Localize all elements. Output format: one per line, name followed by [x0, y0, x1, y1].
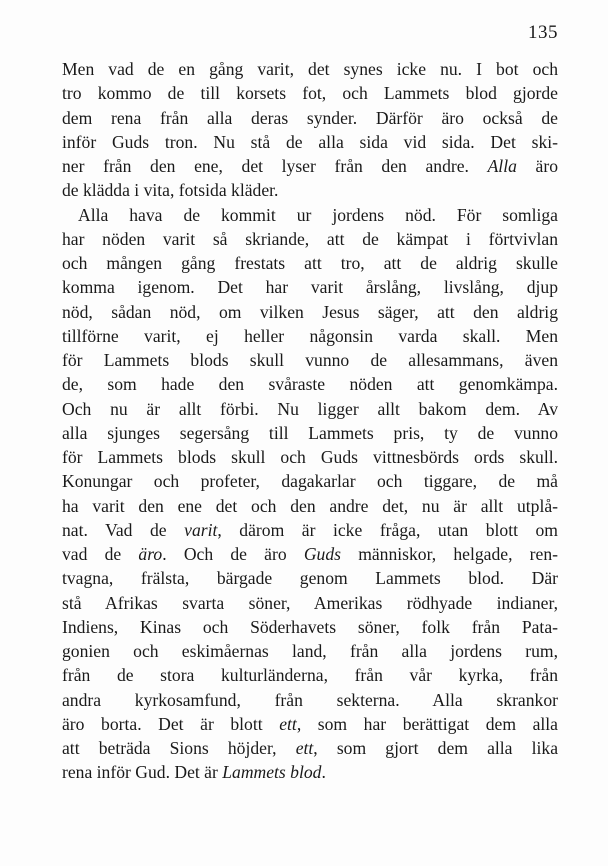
- italic-text: Alla: [487, 156, 517, 176]
- text-run: från de stora kulturländerna, från vår kyrka, från: [62, 665, 558, 686]
- italic-text: ett: [279, 713, 297, 734]
- text-line: [62, 227, 558, 251]
- text-line: [62, 57, 558, 81]
- text-run: . Och de äro: [162, 544, 304, 564]
- text-line: [62, 130, 558, 154]
- text-line: [62, 275, 558, 299]
- text-line: [62, 518, 558, 542]
- text-run: för Lammets blods skull vunno de allesammans, även: [62, 350, 558, 370]
- text-line: [62, 469, 558, 493]
- text-line: [62, 639, 558, 663]
- text-run: Indiens, Kinas och Söderhavets söner, folk från Pata-: [62, 616, 558, 637]
- text-run: tillförne varit, ej heller någonsin varda skall. Men: [62, 325, 558, 346]
- paragraph: [62, 203, 558, 785]
- text-line: [62, 372, 558, 396]
- text-run: gonien och eskimåernas land, från alla jordens rum,: [62, 641, 558, 661]
- italic-text: ett: [295, 738, 314, 758]
- text-line: [62, 300, 558, 324]
- text-line: [62, 591, 558, 615]
- text-line: [62, 251, 558, 275]
- text-run: människor, helgade, ren-: [340, 544, 558, 564]
- text-line: [62, 566, 558, 590]
- text-run: , därom är icke fråga, utan blott om: [217, 519, 558, 540]
- text-line: [62, 712, 558, 736]
- text-run: nöd, sådan nöd, om vilken Jesus säger, att den aldrig: [62, 301, 558, 322]
- text-line: [62, 688, 558, 712]
- text-run: nat. Vad de: [62, 519, 185, 540]
- text-run: äro: [516, 156, 558, 176]
- text-run: .: [321, 762, 326, 783]
- text-run: vad de: [62, 544, 139, 564]
- paragraph: [62, 57, 558, 203]
- text-line: [62, 542, 558, 566]
- text-line: [62, 494, 558, 518]
- text-run: äro borta. Det är blott: [62, 713, 280, 734]
- text-line: [62, 615, 558, 639]
- text-run: de klädda i vita, fotsida kläder.: [62, 180, 279, 201]
- italic-text: Lammets blod: [222, 762, 322, 783]
- text-run: inför Guds tron. Nu stå de alla sida vid sida. Det ski-: [62, 131, 558, 152]
- text-run: tvagna, frälsta, bärgade genom Lammets blod. Där: [62, 568, 558, 589]
- text-run: och mången gång frestats att tro, att de aldrig skulle: [62, 253, 558, 273]
- italic-text: äro: [138, 544, 163, 564]
- text-run: tro kommo de till korsets fot, och Lammets blod gjorde: [62, 83, 558, 104]
- text-run: Konungar och profeter, dagakarlar och tiggare, de må: [62, 471, 558, 492]
- italic-text: varit: [184, 519, 218, 540]
- text-run: ha varit den ene det och den andre det, nu är allt utplå-: [62, 495, 558, 516]
- text-line: [62, 348, 558, 372]
- text-run: att beträda Sions höjder,: [62, 738, 296, 758]
- text-run: Och nu är allt förbi. Nu ligger allt bakom dem. Av: [62, 398, 558, 419]
- text-line: [62, 178, 558, 202]
- text-run: rena inför Gud. Det är: [62, 762, 223, 783]
- text-run: , som gjort dem alla lika: [313, 738, 558, 758]
- text-run: ner från den ene, det lyser från den andre.: [62, 156, 488, 176]
- page-number: 135: [528, 22, 558, 43]
- text-line: [62, 736, 558, 760]
- text-run: , som har berättigat dem alla: [296, 713, 558, 734]
- text-line: [62, 397, 558, 421]
- text-line: [62, 445, 558, 469]
- text-line: [62, 324, 558, 348]
- text-run: stå Afrikas svarta söner, Amerikas rödhyade indianer,: [62, 592, 558, 613]
- text-run: har nöden varit så skriande, att de kämpat i förtvivlan: [62, 228, 558, 249]
- text-line: [62, 760, 558, 784]
- italic-text: Guds: [303, 544, 341, 564]
- body-text: [62, 57, 558, 785]
- text-run: för Lammets blods skull och Guds vittnesbörds ords skull.: [62, 447, 558, 467]
- text-run: Men vad de en gång varit, det synes icke nu. I bot och: [62, 59, 558, 79]
- text-line: [62, 154, 558, 178]
- text-run: dem rena från alla deras synder. Därför äro också de: [62, 107, 558, 128]
- text-line: [62, 203, 558, 227]
- text-line: [62, 106, 558, 130]
- text-run: alla sjunges segersång till Lammets pris, ty de vunno: [62, 422, 558, 443]
- text-run: de, som hade den svåraste nöden att genomkämpa.: [62, 374, 558, 395]
- text-line: [62, 663, 558, 687]
- text-run: andra kyrkosamfund, från sekterna. Alla skrankor: [62, 689, 558, 710]
- text-run: Alla hava de kommit ur jordens nöd. För somliga: [78, 204, 558, 225]
- text-line: [62, 421, 558, 445]
- text-run: komma igenom. Det har varit årslång, livslång, djup: [62, 277, 558, 298]
- text-line: [62, 81, 558, 105]
